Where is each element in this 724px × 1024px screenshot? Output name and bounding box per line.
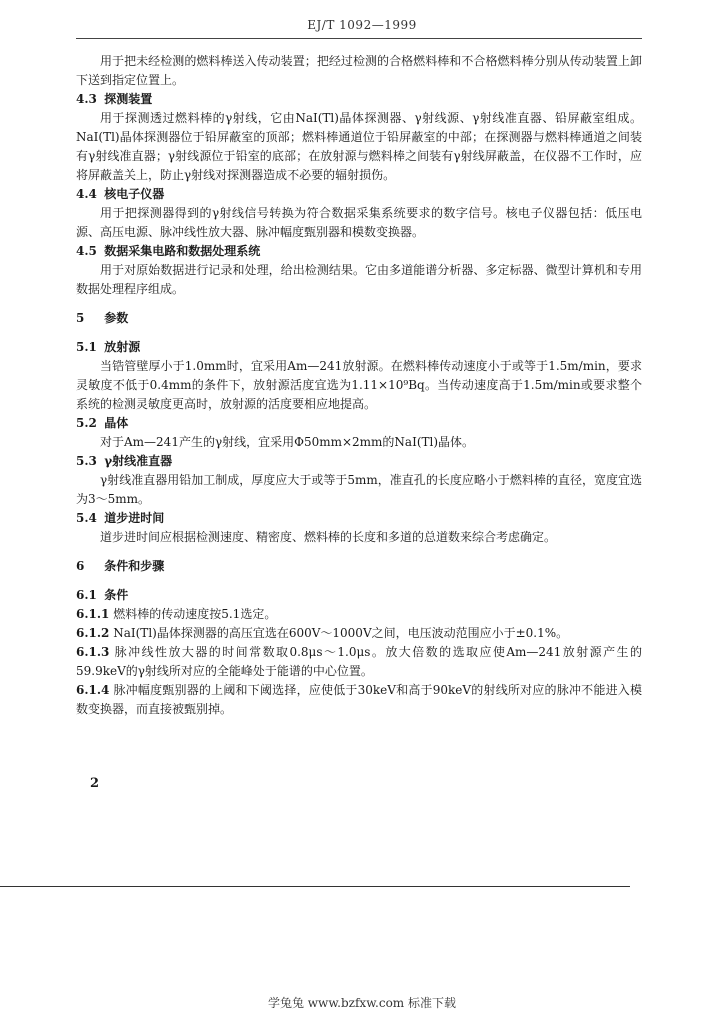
clause-number: 6.1.1 — [76, 607, 110, 621]
section-number: 6.1 — [76, 588, 97, 602]
section-number: 5.2 — [76, 416, 97, 430]
site-footer: 学兔兔 www.bzfxw.com 标准下载 — [267, 996, 457, 1010]
page-number: 2 — [90, 776, 100, 791]
clause-text: NaI(Tl)晶体探测器的高压宜选在600V～1000V之间，电压波动范围应小于±0.1%。 — [113, 626, 569, 640]
section-title: 数据采集电路和数据处理系统 — [104, 244, 261, 258]
section-heading — [76, 338, 642, 357]
clause-number: 6.1.3 — [76, 645, 110, 659]
body-paragraph: 用于对原始数据进行记录和处理，给出检测结果。它由多道能谱分析器、多定标器、微型计算机和专用数据处理程序组成。 — [76, 263, 642, 296]
clause-item — [76, 643, 642, 681]
section-number: 5.1 — [76, 340, 97, 354]
section-title: 道步进时间 — [104, 511, 165, 525]
clause-text: 脉冲线性放大器的时间常数取0.8μs～1.0μs。放大倍数的选取应使Am—241放射源产生的59.9keV的γ射线所对应的全能峰处于能谱的中心位置。 — [76, 645, 642, 678]
clause-text: 脉冲幅度甄别器的上阈和下阈选择，应使低于30keV和高于90keV的射线所对应的脉冲不能进入模数变换器，而直接被甄别掉。 — [76, 683, 642, 716]
clause-item — [76, 605, 642, 624]
section-title: 探测装置 — [104, 92, 153, 106]
section-gap — [76, 547, 642, 557]
body-paragraph: γ射线准直器用铅加工制成，厚度应大于或等于5mm，准直孔的长度应略小于燃料棒的直径，宽度宜选为3～5mm。 — [76, 473, 642, 506]
footer-rule — [0, 886, 630, 887]
section-heading — [76, 509, 642, 528]
section-heading — [76, 185, 642, 204]
section-number: 5.3 — [76, 454, 97, 468]
section-title: 条件和步骤 — [104, 559, 165, 573]
body-paragraph: 用于把探测器得到的γ射线信号转换为符合数据采集系统要求的数字信号。核电子仪器包括：低压电源、高压电源、脉冲线性放大器、脉冲幅度甄别器和模数变换器。 — [76, 206, 642, 239]
clause-number: 6.1.4 — [76, 683, 110, 697]
section-heading — [76, 242, 642, 261]
clause-text: 燃料棒的传动速度按5.1选定。 — [113, 607, 277, 621]
section-number: 5 — [76, 311, 85, 325]
section-title: 参数 — [104, 311, 129, 325]
section-heading — [76, 452, 642, 471]
document-body — [76, 52, 642, 719]
body-paragraph: 对于Am—241产生的γ射线，宜采用Φ50mm×2mm的NaI(Tl)晶体。 — [100, 435, 475, 449]
section-heading — [76, 414, 642, 433]
section-heading — [76, 557, 642, 576]
section-gap — [76, 328, 642, 338]
section-number: 4.3 — [76, 92, 97, 106]
section-number: 4.4 — [76, 187, 97, 201]
body-paragraph: 当锆管壁厚小于1.0mm时，宜采用Am—241放射源。在燃料棒传动速度小于或等于1.5m/min，要求灵敏度不低于0.4mm的条件下，放射源活度宜选为1.11×10⁹Bq。当传动速度高于1.5m/min或要求整个系统的检测灵敏度更高时，放射源的活度要相应地提高。 — [76, 359, 642, 411]
section-heading — [76, 90, 642, 109]
section-title: γ射线准直器 — [104, 454, 173, 468]
clause-item — [76, 624, 642, 643]
section-title: 条件 — [104, 588, 129, 602]
body-paragraph: 道步进时间应根据检测速度、精密度、燃料棒的长度和多道的总道数来综合考虑确定。 — [100, 530, 557, 544]
section-gap — [76, 299, 642, 309]
section-title: 放射源 — [104, 340, 141, 354]
header-rule — [76, 38, 642, 39]
body-paragraph: 用于探测透过燃料棒的γ射线，它由NaI(Tl)晶体探测器、γ射线源、γ射线准直器、铅屏蔽室组成。NaI(Tl)晶体探测器位于铅屏蔽室的顶部；燃料棒通道位于铅屏蔽室的中部；在探测器与燃料棒通道之间装有γ射线准直器；γ射线源位于铅室的底部；在放射源与燃料棒之间装有γ射线屏蔽盖，在仪器不工作时，应将屏蔽盖关上，防止γ射线对探测器造成不必要的辐射损伤。 — [76, 111, 642, 182]
section-heading — [76, 309, 642, 328]
section-gap — [76, 576, 642, 586]
section-number: 5.4 — [76, 511, 97, 525]
section-number: 4.5 — [76, 244, 97, 258]
body-paragraph: 用于把未经检测的燃料棒送入传动装置；把经过检测的合格燃料棒和不合格燃料棒分别从传动装置上卸下送到指定位置上。 — [76, 54, 642, 87]
section-heading — [76, 586, 642, 605]
clause-number: 6.1.2 — [76, 626, 110, 640]
section-number: 6 — [76, 559, 85, 573]
standard-code-header: EJ/T 1092—1999 — [307, 18, 417, 32]
section-title: 晶体 — [104, 416, 129, 430]
clause-item — [76, 681, 642, 719]
section-title: 核电子仪器 — [104, 187, 165, 201]
